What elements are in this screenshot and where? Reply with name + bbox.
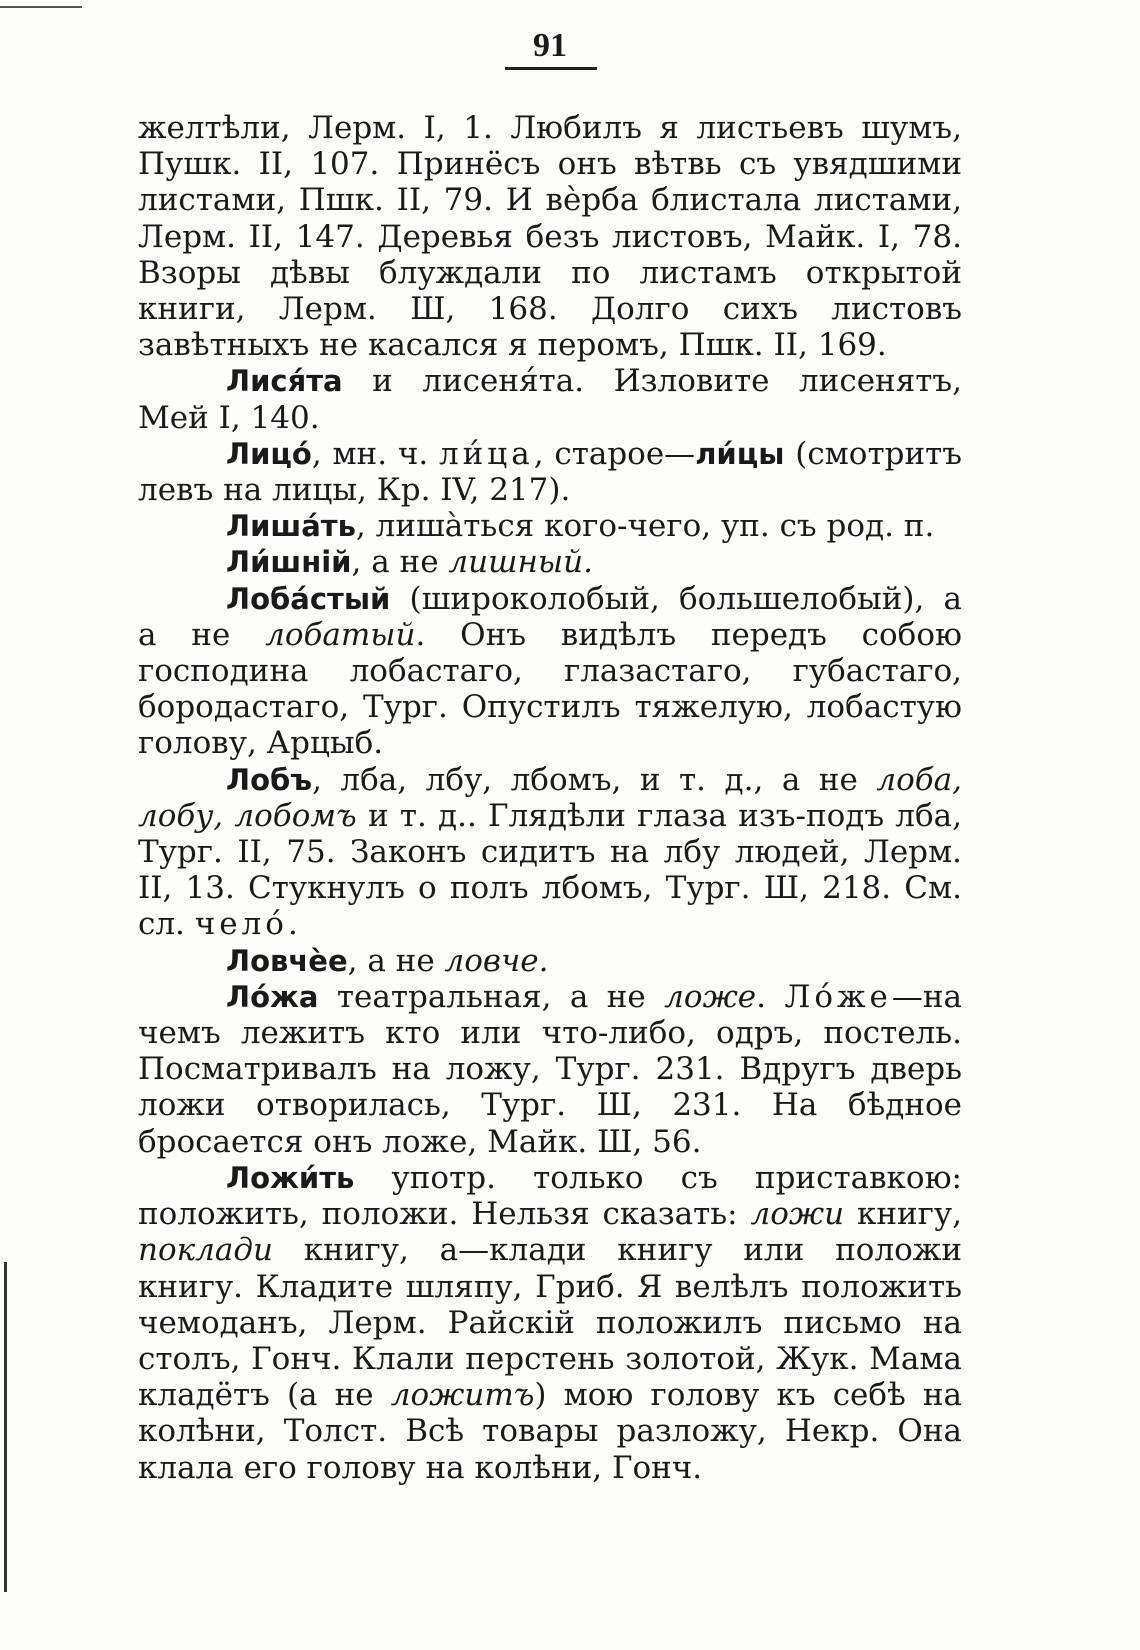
text-run: . (287, 906, 298, 943)
text-run: . Онъ видѣлъ передъ собою господина лобастаго, глазастаго, губастаго, бородастаго, Тург. Опустилъ тяжелую, лобастую голову, Арцыб. (138, 616, 962, 762)
italic-form: лоба, лобу, лобомъ (138, 761, 962, 834)
text-run: книгу, (844, 1196, 962, 1233)
spaced-word: ли́ца (438, 435, 534, 472)
headword: Лиша́ть (226, 509, 356, 544)
italic-form: ложи (750, 1196, 845, 1233)
entry-lobastyy (138, 581, 962, 762)
continuation-paragraph (138, 110, 962, 363)
text-run: театральная, а не (318, 978, 665, 1015)
headword: Лобъ (226, 762, 313, 797)
page-number-underline (505, 67, 597, 70)
text-run: и лисеня́та. Изловите лисенятъ, Мей I, 140. (138, 363, 962, 436)
entry-lovchee (138, 943, 962, 979)
entry-lob (138, 762, 962, 943)
top-left-rule (0, 6, 82, 8)
text-run: желтѣли, Лерм. I, 1. Любилъ я листьевъ шумъ, Пушк. II, 107. Принёсъ онъ вѣтвь съ увядшими листами, Пшк. II, 79. И вѐрба блистала листами, Лерм. II, 147. Деревья безъ листовъ, Майк. I, 78. Взоры дѣвы блуждали по листамъ открытой книги, Лерм. Ш, 168. Долго сихъ листовъ завѣтныхъ не касался я перомъ, Пшк. II, 169. (138, 110, 962, 364)
text-run: ) мою голову къ себѣ на колѣни, Толст. Всѣ товары разложу, Некр. Она клала его голову на колѣни, Гонч. (138, 1377, 962, 1486)
page-number: 91 (533, 27, 567, 64)
headword-variant: ли́цы (695, 436, 785, 471)
text-run: (смотритъ левъ на лицы, Кр. IV, 217). (138, 435, 962, 509)
italic-form: ложитъ (390, 1377, 535, 1414)
headword: Лицо́ (226, 436, 312, 471)
italic-form: лишный. (448, 544, 593, 581)
text-run: употр. только съ приставкою: положить, положи. Нельзя сказать: (138, 1159, 962, 1233)
italic-form: лобатый (265, 616, 416, 653)
text-run: книгу, а—клади книгу или положи книгу. Кладите шляпу, Гриб. Я велѣлъ положить чемоданъ, Лерм. Райскій положилъ письмо на столъ, Гонч. Клали перстень золотой, Жук. Мама кладётъ (а не (138, 1232, 962, 1414)
spaced-word: чело́ (194, 906, 288, 943)
headword: Ло́жа (226, 979, 319, 1014)
entry-lishniy (138, 544, 962, 580)
text-run: . (756, 978, 785, 1015)
text-run: , мн. ч. (311, 435, 439, 472)
text-run: , старое— (533, 435, 696, 472)
italic-form: поклади (138, 1232, 273, 1269)
binding-edge-mark (4, 1262, 7, 1592)
headword: Ли́шній (226, 545, 352, 580)
text-run: , а не (351, 544, 449, 581)
text-run: —на чемъ лежитъ кто или что-либо, одръ, постель. Посматривалъ на ложу, Тург. 231. Вдругъ дверь ложи отворилась, Тург. Ш, 231. На бѣдное бросается онъ ложе, Майк. Ш, 56. (138, 978, 963, 1160)
entry-litso (138, 436, 962, 508)
entry-lishat (138, 508, 962, 544)
dictionary-text (138, 110, 962, 1486)
italic-form: ложе (664, 978, 757, 1015)
text-run: (широколобый, большелобый), а а не (138, 580, 962, 653)
headword: Ловчѐе (226, 943, 348, 978)
text-run: , лба, лбу, лбомъ, и т. д., а не (312, 761, 877, 798)
entry-lozha (138, 979, 962, 1160)
text-run: , а не (347, 942, 445, 979)
headword: Ложи́ть (226, 1160, 355, 1195)
headword: Лоба́стый (226, 581, 391, 616)
spaced-word: Ло́же (784, 978, 892, 1015)
italic-form: ловче. (444, 942, 549, 979)
text-run: , лиша̀ться кого-чего, уп. съ род. п. (355, 508, 935, 545)
headword: Лися́та (226, 364, 343, 399)
text-run: и т. д.. Глядѣли глаза изъ-подъ лба, Тург. II, 75. Законъ сидитъ на лбу людей, Лерм. II, 13. Стукнулъ о полъ лбомъ, Тург. Ш, 218. См. сл. (138, 797, 962, 943)
entry-lozhit (138, 1160, 962, 1486)
entry-lisyata (138, 363, 962, 435)
